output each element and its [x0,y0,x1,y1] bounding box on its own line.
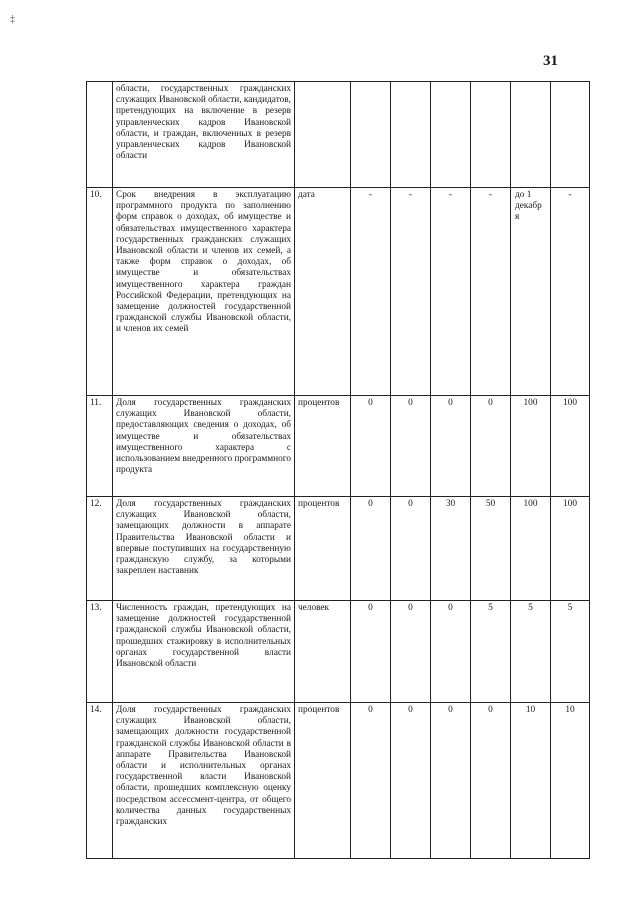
value-cell-year-1: - [351,188,391,396]
value-cell-year-5: 5 [511,601,551,703]
value-cell-year-2: 0 [391,497,431,601]
indicator-description: Численность граждан, претендующих на замещение должностей государственной гражданской службы Ивановской области, прошедших стажировку в исполнительных органах государственной власти Ивановской области [113,601,295,703]
unit-of-measure [295,82,351,188]
value-cell-year-2: - [391,188,431,396]
row-number: 10. [87,188,113,396]
value-cell-year-2 [391,82,431,188]
indicator-description: Срок внедрения в эксплуатацию программного продукта по заполнению форм справок о доходах, об имуществе и обязательствах имущественного характера государственных гражданских служащих Ивановской области и членов их семей, а также форм справок о доходах, об имуществе и обязательствах имущественного характера граждан Российской Федерации, претендующих на замещение должностей государственной гражданской службы Ивановской области, и членов их семей [113,188,295,396]
value-cell-year-5: 100 [511,497,551,601]
value-cell-year-6: 5 [551,601,590,703]
value-cell-year-3: 0 [431,703,471,859]
value-cell-year-3: 0 [431,396,471,497]
row-number [87,82,113,188]
indicators-table [86,81,590,859]
unit-of-measure: процентов [295,497,351,601]
value-cell-year-2: 0 [391,396,431,497]
row-number: 11. [87,396,113,497]
value-cell-year-2: 0 [391,601,431,703]
unit-of-measure: процентов [295,396,351,497]
table-row [87,396,590,497]
value-cell-year-6: 100 [551,497,590,601]
value-cell-year-5: 100 [511,396,551,497]
value-cell-year-1: 0 [351,601,391,703]
value-cell-year-1 [351,82,391,188]
value-cell-year-4: 50 [471,497,511,601]
table-row [87,601,590,703]
indicator-description: области, государственных гражданских служащих Ивановской области, кандидатов, претендующих на включение в резерв управленческих кадров Ивановской области, и граждан, включенных в резерв управленческих кадров Ивановской области [113,82,295,188]
table-row [87,82,590,188]
value-cell-year-6: 100 [551,396,590,497]
corner-mark: ‡ [10,14,15,25]
row-number: 12. [87,497,113,601]
value-cell-year-2: 0 [391,703,431,859]
value-cell-year-6: - [551,188,590,396]
unit-of-measure: человек [295,601,351,703]
table-row [87,497,590,601]
value-cell-year-4 [471,82,511,188]
value-cell-year-6 [551,82,590,188]
value-cell-year-5: 10 [511,703,551,859]
page-number: 31 [543,53,558,69]
indicator-description: Доля государственных гражданских служащих Ивановской области, замещающих должности государственной гражданской службы Ивановской области в аппарате Правительства Ивановской области и исполнительных органах государственной власти Ивановской области, прошедших комплексную оценку посредством ассессмент-центра, от общего количества данных государственных гражданских [113,703,295,859]
value-cell-year-5: до 1 декабр я [511,188,551,396]
table-row [87,188,590,396]
table-row [87,703,590,859]
value-cell-year-3: 0 [431,601,471,703]
indicator-description: Доля государственных гражданских служащих Ивановской области, предоставляющих сведения о доходах, об имуществе и обязательствах имущественного характера с использованием внедренного программного продукта [113,396,295,497]
value-cell-year-1: 0 [351,396,391,497]
row-number: 14. [87,703,113,859]
value-cell-year-4: 0 [471,396,511,497]
value-cell-year-6: 10 [551,703,590,859]
value-cell-year-1: 0 [351,497,391,601]
row-number: 13. [87,601,113,703]
unit-of-measure: процентов [295,703,351,859]
value-cell-year-3: 30 [431,497,471,601]
value-cell-year-5 [511,82,551,188]
value-cell-year-1: 0 [351,703,391,859]
value-cell-year-3 [431,82,471,188]
value-cell-year-4: 0 [471,703,511,859]
indicator-description: Доля государственных гражданских служащих Ивановской области, замещающих должности в аппарате Правительства Ивановской области и впервые поступивших на государственную гражданскую службу, за которыми закреплен наставник [113,497,295,601]
table-body [87,82,590,859]
value-cell-year-4: 5 [471,601,511,703]
unit-of-measure: дата [295,188,351,396]
value-cell-year-3: - [431,188,471,396]
value-cell-year-4: - [471,188,511,396]
